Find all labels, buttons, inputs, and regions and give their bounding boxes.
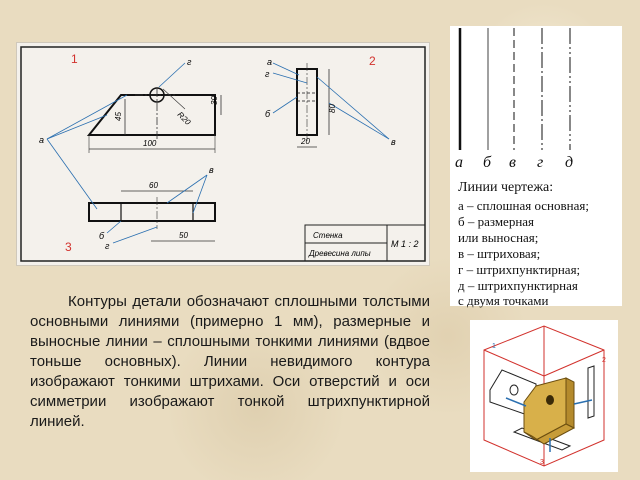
callout-b-top: б xyxy=(99,231,105,241)
callout-a: а xyxy=(39,135,45,145)
dim-r20-leader xyxy=(163,89,185,109)
drawing-svg xyxy=(17,43,429,265)
callout-leaders xyxy=(47,63,389,243)
iso-view-number-2: 2 xyxy=(602,357,606,364)
legend-item-7: с двумя точками xyxy=(458,293,549,308)
line-letter-g: г xyxy=(537,154,544,171)
part-hole xyxy=(546,395,554,405)
dim-45-text: 45 xyxy=(114,112,123,121)
line-samples xyxy=(450,26,622,152)
line-letter-a: а xyxy=(455,154,463,171)
legend-item-5: г – штрихпунктирная; xyxy=(458,262,581,277)
part-3d xyxy=(524,378,574,444)
title-material: Древесина липы xyxy=(309,249,371,258)
callout-v-side: в xyxy=(391,137,396,147)
iso-view-number-3: 3 xyxy=(540,459,544,466)
callout-a-side: а xyxy=(267,57,273,67)
dim-20-text: 20 xyxy=(301,137,310,146)
view-number-3: 3 xyxy=(65,240,72,254)
dim-50-text: 50 xyxy=(179,231,188,240)
legend-item-1: а – сплошная основная; xyxy=(458,198,589,213)
legend-title: Линии чертежа: xyxy=(458,180,554,195)
callout-v-top: в xyxy=(209,165,214,175)
dim-80-text: 80 xyxy=(328,104,337,113)
isometric-svg xyxy=(470,320,618,472)
callout-g-front: г xyxy=(187,57,192,67)
callout-g-side: г xyxy=(265,69,270,79)
description-paragraph: Контуры детали обозначают сплошными толстыми основными линиями (примерно 1 мм), размерные и выносные линии – сплошными тонкими линиями (вдвое тоньше основных). Линии невидимого контура изображают тонкими штрихами. Оси отверстий и оси симметрии изображают тонкой штрихпунктирной линией. xyxy=(30,293,430,430)
view-number-2: 2 xyxy=(369,54,376,68)
isometric-illustration xyxy=(470,320,618,472)
legend-item-2: б – размерная xyxy=(458,214,535,229)
title-part-name: Стенка xyxy=(313,231,343,240)
line-letter-d: д xyxy=(565,154,574,171)
legend-item-4: в – штриховая; xyxy=(458,246,541,261)
title-scale: М 1 : 2 xyxy=(391,239,419,249)
line-letter-v: в xyxy=(509,154,516,171)
view-number-1: 1 xyxy=(71,52,78,66)
dim-r20-text: R20 xyxy=(175,110,193,127)
iso-view-number-1: 1 xyxy=(492,343,496,350)
dim-60-text: 60 xyxy=(149,181,158,190)
wall-projection-side xyxy=(588,366,594,418)
technical-drawing xyxy=(16,42,430,266)
legend-item-3: или выносная; xyxy=(458,230,539,245)
legend-item-6: д – штрихпунктирная xyxy=(458,278,578,293)
callout-b-side: б xyxy=(265,109,271,119)
line-letter-b: б xyxy=(483,154,492,171)
wall-projection-hole xyxy=(510,385,518,395)
line-types-panel xyxy=(450,26,622,306)
callout-g-top: г xyxy=(105,241,110,251)
dim-100-text: 100 xyxy=(143,139,157,148)
drawing-frame xyxy=(21,47,425,261)
front-view-outline xyxy=(89,95,215,135)
dim-30-text: 30 xyxy=(210,96,219,105)
